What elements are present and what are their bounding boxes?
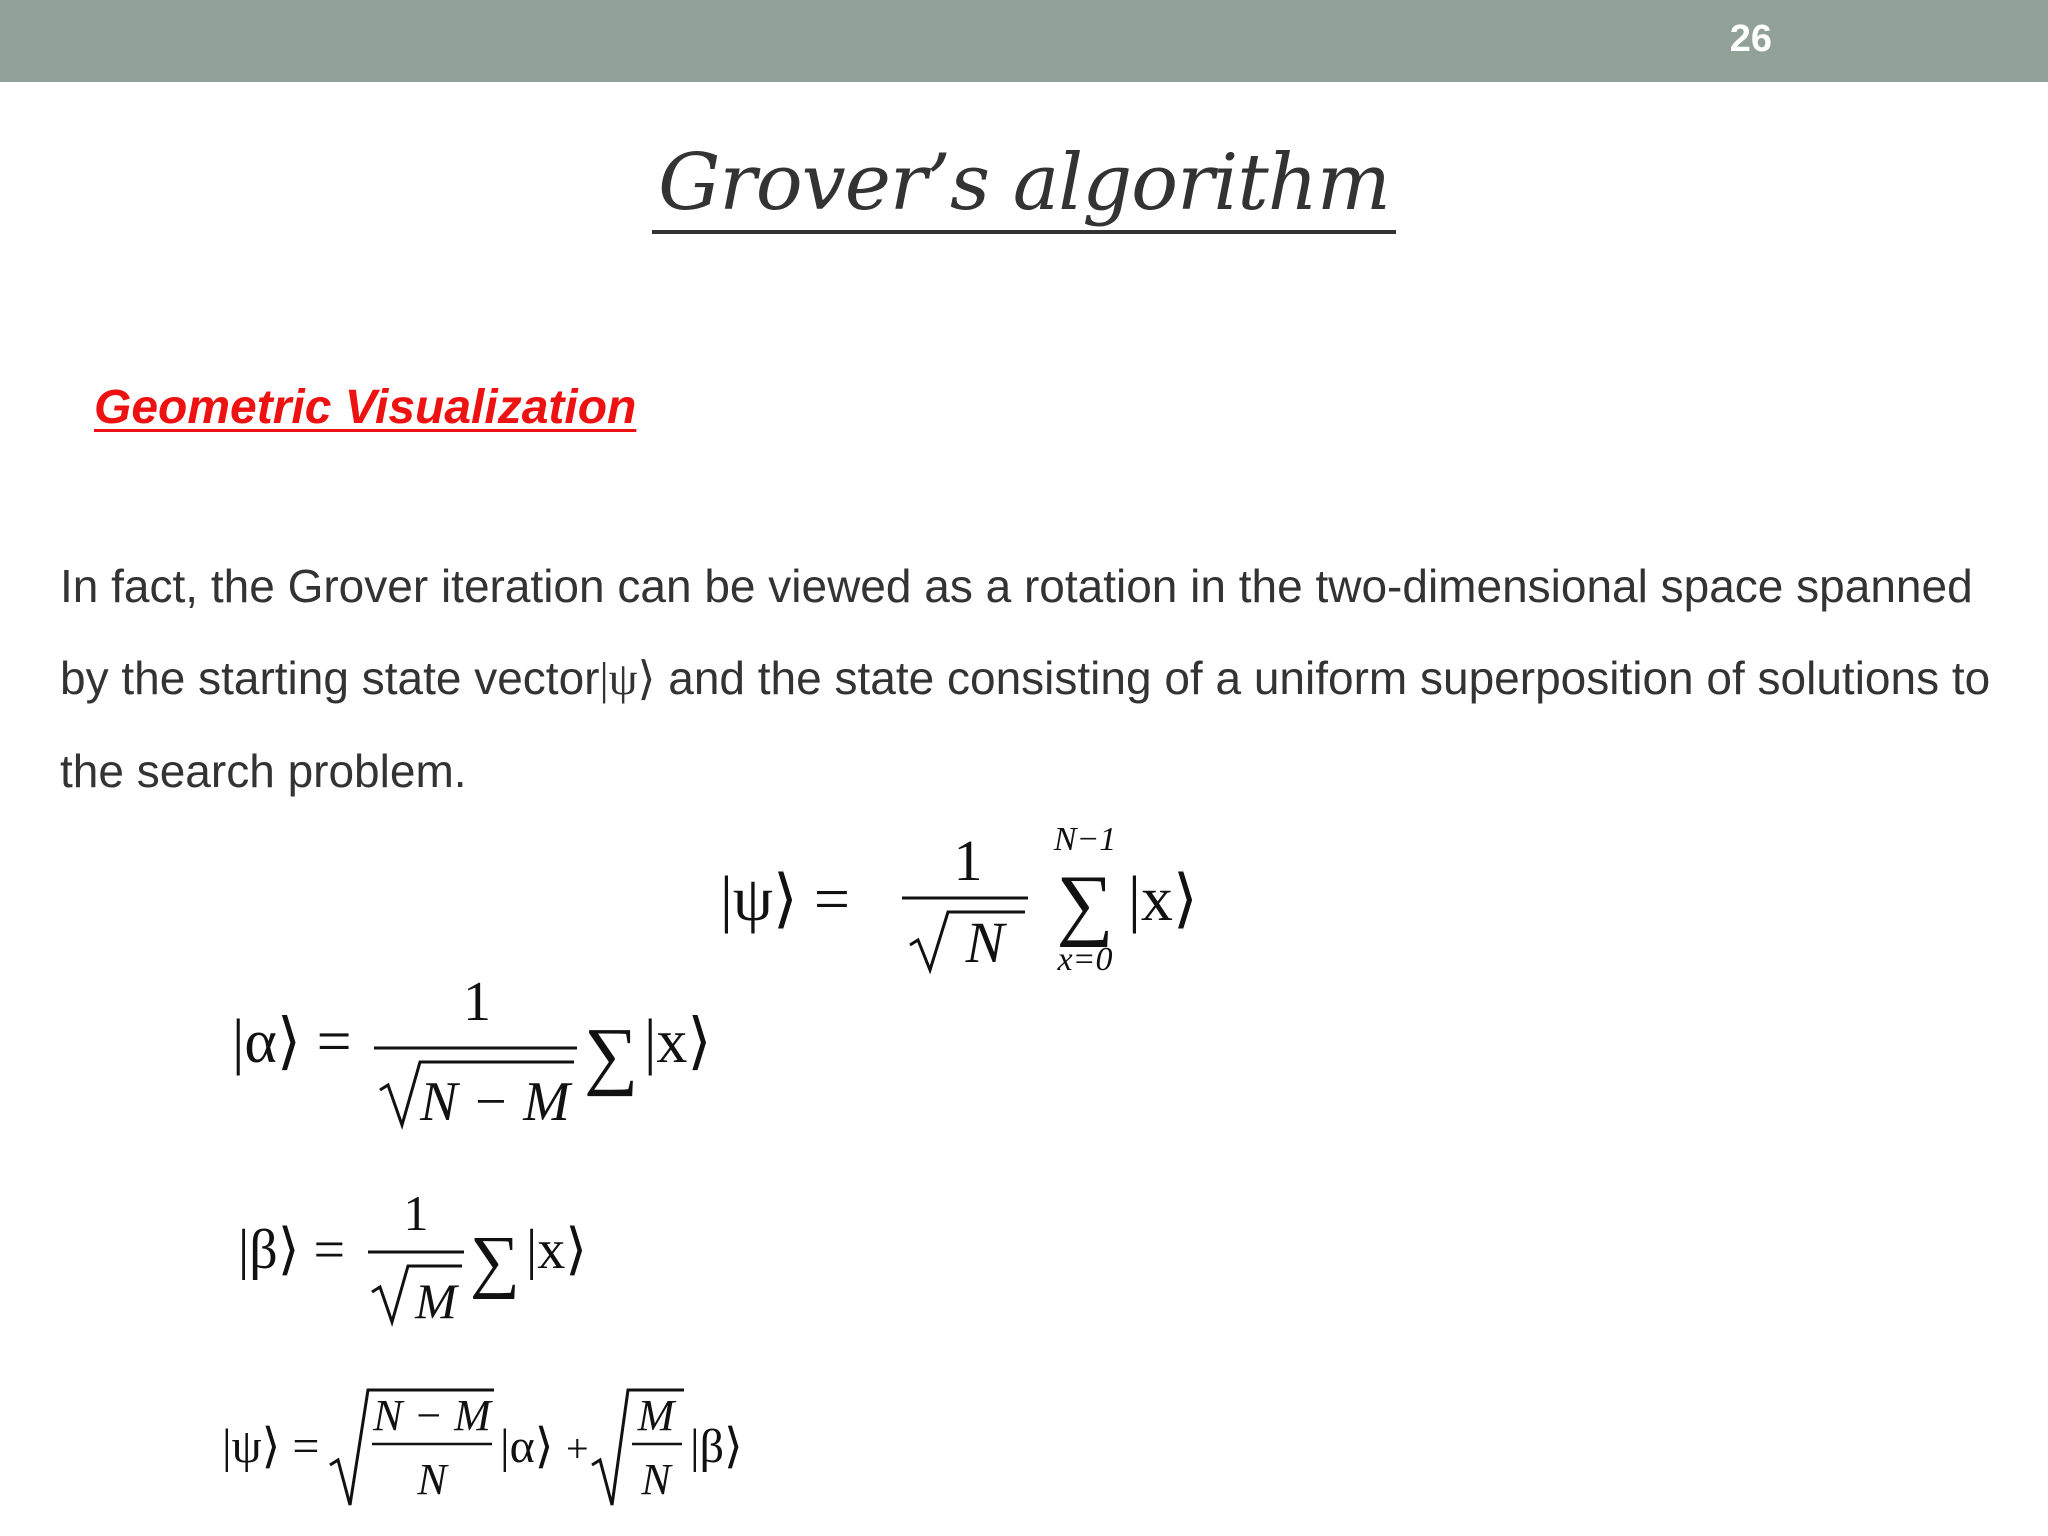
eq1-summand: |x⟩ <box>1128 863 1198 934</box>
eq3-numerator: 1 <box>403 1185 429 1241</box>
eq2-lhs: |α⟩ = <box>232 1008 352 1076</box>
header-bar <box>0 0 2048 82</box>
equation-psi-definition <box>720 820 1240 980</box>
eq1-sum-lower: x=0 <box>1057 941 1113 978</box>
eq2-summand: |x⟩ <box>644 1008 712 1076</box>
eq4-frac2-num: M <box>637 1391 675 1440</box>
eq4-frac1-num: N − M <box>373 1391 491 1440</box>
body-paragraph <box>60 540 2020 817</box>
eq1-denominator: N <box>965 910 1005 975</box>
page-number: 26 <box>1729 18 1772 60</box>
eq2-sigma: ∑ <box>584 1013 639 1097</box>
equation-beta-definition <box>238 1185 618 1340</box>
eq1-sigma: ∑ <box>1056 860 1114 948</box>
eq4-ket-alpha: |α⟩ <box>500 1420 554 1473</box>
paragraph-text-2: and the state consisting of a uniform superposition of solutions to the search problem. <box>60 652 1991 797</box>
paragraph-text-1: In fact, the Grover iteration can be viewed as a rotation in the two-dimensional space spanned by the starting state vector <box>60 560 1973 704</box>
eq4-frac2-den: N <box>641 1455 671 1504</box>
eq4-lhs: |ψ⟩ = <box>222 1420 320 1473</box>
eq1-sum-upper: N−1 <box>1053 821 1117 858</box>
slide-title <box>0 138 2048 228</box>
eq1-lhs: |ψ⟩ = <box>720 863 850 934</box>
section-heading: Geometric Visualization <box>94 381 637 434</box>
eq2-numerator: 1 <box>463 971 491 1033</box>
eq2-denominator: N − M <box>420 1071 570 1133</box>
equation-alpha-definition <box>232 971 752 1140</box>
eq4-plus: + <box>566 1426 589 1471</box>
eq3-sigma: ∑ <box>470 1223 520 1300</box>
eq3-lhs: |β⟩ = <box>238 1219 346 1281</box>
eq4-frac1-den: N <box>417 1455 447 1504</box>
equation-psi-decomposition <box>222 1380 782 1515</box>
eq4-ket-beta: |β⟩ <box>690 1420 743 1473</box>
eq3-summand: |x⟩ <box>526 1219 588 1281</box>
slide-title-text: Grover’s algorithm <box>652 138 1396 234</box>
inline-ket-psi: |ψ⟩ <box>599 653 656 704</box>
eq3-denominator: M <box>415 1273 457 1329</box>
eq1-numerator: 1 <box>953 828 983 893</box>
